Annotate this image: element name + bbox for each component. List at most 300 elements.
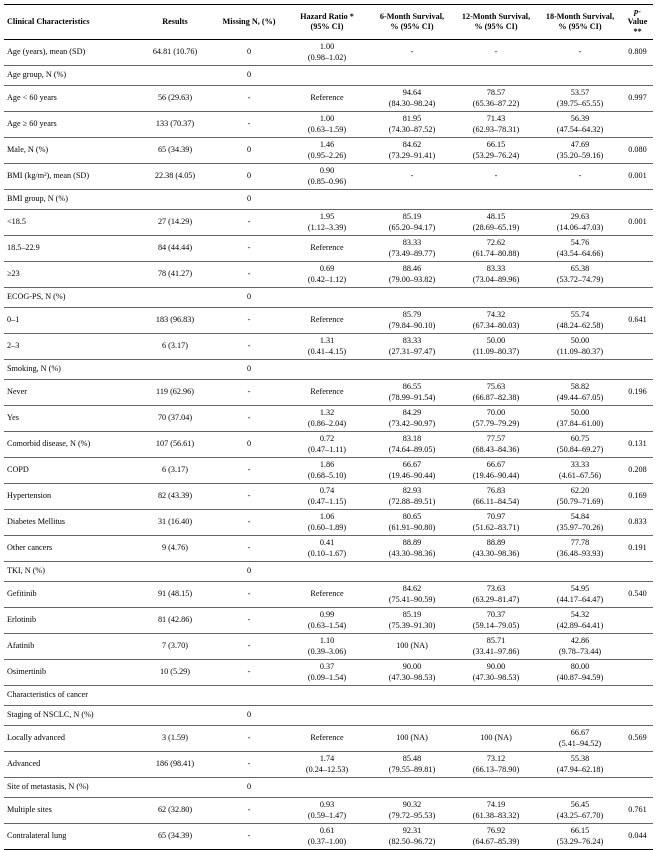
cell-6-month-ci: (73.49–89.77) [388, 248, 436, 258]
cell-6-month-value: 85.79 [402, 310, 422, 320]
cell-18-month-ci: (4.61–67.56) [558, 470, 602, 480]
table-row [4, 686, 653, 706]
cell-6-month-value: 100 (NA) [396, 641, 428, 651]
cell-missing: - [214, 236, 284, 262]
cell-hazard-ratio [284, 40, 370, 66]
cell-missing: - [214, 634, 284, 660]
cell-6-month [370, 660, 454, 686]
table-row [4, 562, 653, 582]
cell-18-month [538, 66, 622, 86]
cell-6-month-ci: (79.72–95.53) [388, 810, 436, 820]
cell-hazard-ratio-value: 0.61 [319, 826, 335, 836]
cell-6-month [370, 66, 454, 86]
cell-results: 62 (32.80) [136, 798, 214, 824]
cell-hazard-ratio-value: 1.00 [319, 114, 335, 124]
cell-18-month-ci: (5.41–94.52) [558, 738, 602, 748]
cell-12-month-ci: (63.29–81.47) [472, 594, 520, 604]
cell-12-month [454, 660, 538, 686]
cell-18-month [538, 798, 622, 824]
cell-hazard-ratio [284, 752, 370, 778]
row-label: <18.5 [4, 210, 136, 236]
cell-6-month-ci: (61.91–90.80) [388, 522, 436, 532]
row-label: ECOG-PS, N (%) [4, 288, 136, 308]
cell-6-month-value: 83.18 [402, 434, 422, 444]
row-label: BMI (kg/m²), mean (SD) [4, 164, 136, 190]
cell-12-month-ci: (33.41–97.86) [472, 646, 520, 656]
cell-6-month [370, 190, 454, 210]
cell-12-month-ci: (11.09–80.37) [472, 346, 520, 356]
cell-6-month [370, 112, 454, 138]
cell-hazard-ratio-ci: (0.41–4.15) [307, 346, 347, 356]
cell-results: 9 (4.76) [136, 536, 214, 562]
cell-results: 91 (48.15) [136, 582, 214, 608]
cell-6-month [370, 510, 454, 536]
cell-p-value [622, 778, 653, 798]
cell-6-month [370, 484, 454, 510]
table-row [4, 726, 653, 752]
cell-12-month-ci: (59.14–79.05) [472, 620, 520, 630]
cell-missing: - [214, 210, 284, 236]
cell-missing: 0 [214, 66, 284, 86]
cell-6-month [370, 752, 454, 778]
table-row [4, 360, 653, 380]
cell-missing: - [214, 380, 284, 406]
cell-12-month [454, 210, 538, 236]
cell-12-month-value: 66.67 [486, 460, 506, 470]
cell-12-month-value: 85.71 [486, 636, 506, 646]
cell-12-month [454, 458, 538, 484]
cell-18-month [538, 778, 622, 798]
cell-missing [214, 686, 284, 706]
cell-hazard-ratio-ci: (0.85–0.96) [307, 176, 347, 186]
cell-missing: 0 [214, 138, 284, 164]
header-hazard-label: Hazard Ratio * [300, 11, 354, 21]
table-row [4, 164, 653, 190]
cell-6-month-value: - [410, 171, 414, 181]
table-row [4, 536, 653, 562]
cell-18-month-ci: (43.54–64.66) [556, 248, 604, 258]
header-18-month-ci: % (95% CI) [558, 22, 602, 31]
cell-18-month-ci: (47.54–64.32) [556, 124, 604, 134]
table-row [4, 86, 653, 112]
cell-12-month-value: 78.57 [486, 88, 506, 98]
header-missing: Missing N, (%) [214, 5, 284, 40]
table-row [4, 582, 653, 608]
table-row [4, 458, 653, 484]
cell-6-month [370, 380, 454, 406]
cell-missing: - [214, 262, 284, 288]
row-label: Staging of NSCLC, N (%) [4, 706, 136, 726]
cell-12-month-value: 70.97 [486, 512, 506, 522]
cell-missing: - [214, 334, 284, 360]
cell-missing: - [214, 510, 284, 536]
cell-12-month [454, 164, 538, 190]
header-p-rest: -Value ** [627, 6, 648, 37]
cell-6-month [370, 608, 454, 634]
cell-18-month-value: 77.78 [570, 538, 590, 548]
cell-hazard-ratio [284, 634, 370, 660]
cell-12-month-value: 66.15 [486, 140, 506, 150]
cell-hazard-ratio-value: Reference [310, 589, 344, 599]
cell-18-month [538, 190, 622, 210]
cell-hazard-ratio-ci: (0.98–1.02) [307, 52, 347, 62]
cell-p-value: 0.169 [622, 484, 653, 510]
cell-missing: - [214, 726, 284, 752]
cell-6-month [370, 634, 454, 660]
table-row [4, 660, 653, 686]
cell-12-month-value: - [494, 171, 498, 181]
cell-missing: 0 [214, 778, 284, 798]
cell-12-month [454, 562, 538, 582]
cell-12-month [454, 406, 538, 432]
cell-12-month [454, 778, 538, 798]
cell-18-month-value: 50.00 [570, 336, 590, 346]
cell-results: 84 (44.44) [136, 236, 214, 262]
cell-p-value: 0.131 [622, 432, 653, 458]
cell-hazard-ratio-value: 0.37 [319, 662, 335, 672]
table-row [4, 484, 653, 510]
cell-18-month-value: 54.32 [570, 610, 590, 620]
table-row [4, 334, 653, 360]
row-label: Contralateral lung [4, 824, 136, 850]
cell-12-month-value: 71.43 [486, 114, 506, 124]
row-label: Afatinib [4, 634, 136, 660]
cell-6-month-ci: (79.84–90.10) [388, 320, 436, 330]
cell-12-month [454, 686, 538, 706]
cell-p-value [622, 360, 653, 380]
cell-12-month [454, 66, 538, 86]
cell-18-month [538, 686, 622, 706]
row-label: COPD [4, 458, 136, 484]
cell-hazard-ratio-ci: (0.09–1.54) [307, 672, 347, 682]
cell-p-value [622, 608, 653, 634]
cell-12-month [454, 536, 538, 562]
table-row [4, 210, 653, 236]
cell-12-month [454, 40, 538, 66]
cell-6-month-value: 85.19 [402, 610, 422, 620]
cell-hazard-ratio [284, 164, 370, 190]
cell-hazard-ratio-ci: (0.63–1.54) [307, 620, 347, 630]
cell-missing: 0 [214, 288, 284, 308]
cell-18-month [538, 562, 622, 582]
cell-hazard-ratio [284, 380, 370, 406]
cell-p-value: 0.208 [622, 458, 653, 484]
table-row [4, 262, 653, 288]
cell-12-month [454, 510, 538, 536]
cell-18-month-value: 56.45 [570, 800, 590, 810]
cell-6-month [370, 706, 454, 726]
cell-hazard-ratio-value: 1.95 [319, 212, 335, 222]
cell-6-month-value: 84.62 [402, 584, 422, 594]
cell-missing: 0 [214, 360, 284, 380]
cell-6-month-ci: (65.20–94.17) [388, 222, 436, 232]
cell-hazard-ratio [284, 236, 370, 262]
cell-hazard-ratio-value: 0.90 [319, 166, 335, 176]
cell-hazard-ratio-ci: (0.47–1.11) [308, 444, 346, 454]
cell-6-month [370, 686, 454, 706]
cell-results [136, 288, 214, 308]
cell-12-month-value: 76.92 [486, 826, 506, 836]
table-body [4, 40, 653, 850]
cell-12-month-value: 70.00 [486, 408, 506, 418]
cell-18-month-ci: (48.24–62.58) [556, 320, 604, 330]
cell-hazard-ratio [284, 112, 370, 138]
cell-hazard-ratio-value: Reference [310, 387, 344, 397]
header-p-value [622, 5, 653, 40]
row-label: Diabetes Mellitus [4, 510, 136, 536]
cell-12-month [454, 608, 538, 634]
cell-results: 81 (42.86) [136, 608, 214, 634]
cell-6-month [370, 164, 454, 190]
cell-p-value: 0.191 [622, 536, 653, 562]
cell-6-month-value: 82.93 [402, 486, 422, 496]
row-label: Erlotinib [4, 608, 136, 634]
cell-hazard-ratio [284, 824, 370, 850]
cell-6-month [370, 562, 454, 582]
table-row [4, 308, 653, 334]
cell-6-month-value: 84.29 [402, 408, 422, 418]
cell-p-value: 0.761 [622, 798, 653, 824]
cell-6-month [370, 726, 454, 752]
cell-missing: - [214, 112, 284, 138]
cell-6-month-ci: (82.50–96.72) [388, 836, 436, 846]
cell-p-value [622, 112, 653, 138]
cell-18-month-ci: (43.25–67.70) [556, 810, 604, 820]
cell-6-month-value: 85.48 [402, 754, 422, 764]
header-6-month-label: 6-Month Survival, [379, 11, 445, 21]
cell-results: 6 (3.17) [136, 458, 214, 484]
cell-hazard-ratio-value: 0.99 [319, 610, 335, 620]
cell-6-month [370, 40, 454, 66]
cell-18-month [538, 432, 622, 458]
cell-hazard-ratio [284, 360, 370, 380]
cell-6-month [370, 778, 454, 798]
cell-missing: - [214, 752, 284, 778]
cell-6-month [370, 334, 454, 360]
cell-results [136, 706, 214, 726]
cell-6-month-value: - [410, 47, 414, 57]
cell-18-month [538, 484, 622, 510]
cell-results: 27 (14.29) [136, 210, 214, 236]
cell-hazard-ratio-value: 0.41 [319, 538, 335, 548]
row-label: Site of metastasis, N (%) [4, 778, 136, 798]
cell-12-month-ci: (66.11–84.54) [472, 496, 520, 506]
cell-18-month-value: 56.39 [570, 114, 590, 124]
cell-missing: - [214, 406, 284, 432]
cell-18-month-ci: (35.97–70.26) [556, 522, 604, 532]
row-label: Male, N (%) [4, 138, 136, 164]
table-row [4, 190, 653, 210]
cell-12-month [454, 190, 538, 210]
cell-hazard-ratio [284, 288, 370, 308]
cell-results: 22.38 (4.05) [136, 164, 214, 190]
cell-18-month [538, 288, 622, 308]
cell-hazard-ratio [284, 798, 370, 824]
cell-hazard-ratio-value: 1.31 [319, 336, 335, 346]
cell-hazard-ratio-ci: (0.68–5.10) [307, 470, 347, 480]
row-label: Age < 60 years [4, 86, 136, 112]
cell-missing: - [214, 582, 284, 608]
cell-p-value: 0.569 [622, 726, 653, 752]
cell-12-month [454, 334, 538, 360]
cell-12-month [454, 112, 538, 138]
cell-12-month [454, 432, 538, 458]
cell-12-month-value: 100 (NA) [480, 733, 512, 743]
cell-18-month-value: 58.82 [570, 382, 590, 392]
cell-6-month-value: 83.33 [402, 336, 422, 346]
table-row [4, 138, 653, 164]
cell-missing: - [214, 86, 284, 112]
cell-hazard-ratio [284, 484, 370, 510]
cell-18-month-value: 33.33 [570, 460, 590, 470]
cell-18-month-ci: (9.78–73.44) [558, 646, 602, 656]
cell-6-month-ci: (73.42–90.97) [388, 418, 436, 428]
cell-hazard-ratio-ci: (0.47–1.15) [307, 496, 347, 506]
cell-missing: 0 [214, 432, 284, 458]
cell-missing: 0 [214, 40, 284, 66]
cell-18-month-value: 50.00 [570, 408, 590, 418]
cell-p-value: 0.044 [622, 824, 653, 850]
cell-12-month-ci: (67.34–80.03) [472, 320, 520, 330]
cell-6-month [370, 210, 454, 236]
table-row [4, 66, 653, 86]
cell-hazard-ratio [284, 432, 370, 458]
cell-12-month [454, 138, 538, 164]
cell-hazard-ratio-value: Reference [310, 243, 344, 253]
cell-results: 70 (37.04) [136, 406, 214, 432]
cell-6-month-value: 80.65 [402, 512, 422, 522]
cell-12-month-ci: (19.46–90.44) [472, 470, 520, 480]
cell-6-month-value: 90.00 [402, 662, 422, 672]
cell-12-month [454, 706, 538, 726]
cell-p-value: 0.997 [622, 86, 653, 112]
cell-12-month-value: 83.33 [486, 264, 506, 274]
cell-results [136, 190, 214, 210]
cell-hazard-ratio-value: 0.93 [319, 800, 335, 810]
cell-12-month-ci: (43.30–98.36) [472, 548, 520, 558]
cell-18-month-value: 60.75 [570, 434, 590, 444]
cell-12-month [454, 288, 538, 308]
cell-6-month-ci: (84.30–98.24) [388, 98, 436, 108]
cell-hazard-ratio [284, 608, 370, 634]
cell-hazard-ratio-ci: (0.10–1.67) [307, 548, 347, 558]
cell-hazard-ratio-value: 1.00 [319, 42, 335, 52]
cell-6-month [370, 236, 454, 262]
row-label: 2–3 [4, 334, 136, 360]
row-label: ≥23 [4, 262, 136, 288]
table-row [4, 288, 653, 308]
cell-results: 186 (98.41) [136, 752, 214, 778]
cell-18-month-value: 65.38 [570, 264, 590, 274]
cell-12-month [454, 634, 538, 660]
cell-results: 82 (43.39) [136, 484, 214, 510]
table-row [4, 824, 653, 850]
cell-missing: 0 [214, 164, 284, 190]
cell-12-month-ci: (61.38–83.32) [472, 810, 520, 820]
cell-hazard-ratio [284, 536, 370, 562]
cell-18-month-ci: (50.79–71.69) [556, 496, 604, 506]
row-label: TKI, N (%) [4, 562, 136, 582]
cell-results: 65 (34.39) [136, 824, 214, 850]
header-p-italic: p [634, 6, 639, 16]
cell-hazard-ratio-value: 1.10 [319, 636, 335, 646]
cell-hazard-ratio [284, 726, 370, 752]
cell-hazard-ratio [284, 138, 370, 164]
cell-18-month-value: - [578, 47, 582, 57]
cell-hazard-ratio [284, 190, 370, 210]
cell-18-month [538, 138, 622, 164]
cell-18-month-value: 47.69 [570, 140, 590, 150]
cell-6-month [370, 138, 454, 164]
cell-12-month-value: 50.00 [486, 336, 506, 346]
row-label: Age ≥ 60 years [4, 112, 136, 138]
cell-12-month-ci: (62.93–78.31) [472, 124, 520, 134]
cell-hazard-ratio [284, 262, 370, 288]
cell-6-month-value: 81.95 [402, 114, 422, 124]
cell-missing: - [214, 824, 284, 850]
cell-results [136, 686, 214, 706]
cell-hazard-ratio-value: 0.72 [319, 434, 335, 444]
cell-18-month [538, 510, 622, 536]
cell-18-month [538, 164, 622, 190]
cell-12-month [454, 726, 538, 752]
cell-6-month [370, 536, 454, 562]
cell-6-month-ci: (75.39–91.30) [388, 620, 436, 630]
cell-hazard-ratio [284, 210, 370, 236]
cell-12-month-value: 75.63 [486, 382, 506, 392]
cell-6-month-ci: (19.46–90.44) [388, 470, 436, 480]
cell-18-month-value: 55.38 [570, 754, 590, 764]
cell-missing: - [214, 798, 284, 824]
cell-12-month-value: 76.83 [486, 486, 506, 496]
cell-12-month [454, 86, 538, 112]
cell-hazard-ratio-value: 1.06 [319, 512, 335, 522]
cell-18-month-value: 29.63 [570, 212, 590, 222]
cell-12-month-ci: (28.69–65.19) [472, 222, 520, 232]
row-label: Multiple sites [4, 798, 136, 824]
cell-12-month-value: 77.57 [486, 434, 506, 444]
cell-results: 10 (5.29) [136, 660, 214, 686]
cell-hazard-ratio [284, 334, 370, 360]
header-hazard-ratio [284, 5, 370, 40]
cell-6-month-value: 88.46 [402, 264, 422, 274]
cell-18-month-ci: (40.87–94.59) [556, 672, 604, 682]
cell-p-value: 0.080 [622, 138, 653, 164]
cell-18-month [538, 112, 622, 138]
cell-12-month-ci: (51.62–83.71) [472, 522, 520, 532]
cell-hazard-ratio [284, 706, 370, 726]
header-12-month [454, 5, 538, 40]
cell-18-month-ci: (35.20–59.16) [556, 150, 604, 160]
cell-6-month-value: 86.55 [402, 382, 422, 392]
cell-hazard-ratio [284, 562, 370, 582]
cell-18-month-value: 55.74 [570, 310, 590, 320]
cell-results [136, 778, 214, 798]
cell-12-month-value: 90.00 [486, 662, 506, 672]
cell-18-month-value: 54.84 [570, 512, 590, 522]
header-18-month-label: 18-Month Survival, [545, 11, 615, 21]
cell-12-month-value: 73.63 [486, 584, 506, 594]
cell-hazard-ratio [284, 86, 370, 112]
cell-6-month-value: 94.64 [402, 88, 422, 98]
cell-hazard-ratio-value: Reference [310, 93, 344, 103]
row-label: 0–1 [4, 308, 136, 334]
cell-results: 7 (3.70) [136, 634, 214, 660]
row-label: Gefitinib [4, 582, 136, 608]
cell-results: 183 (96.83) [136, 308, 214, 334]
header-results: Results [136, 5, 214, 40]
cell-12-month-value: 70.37 [486, 610, 506, 620]
